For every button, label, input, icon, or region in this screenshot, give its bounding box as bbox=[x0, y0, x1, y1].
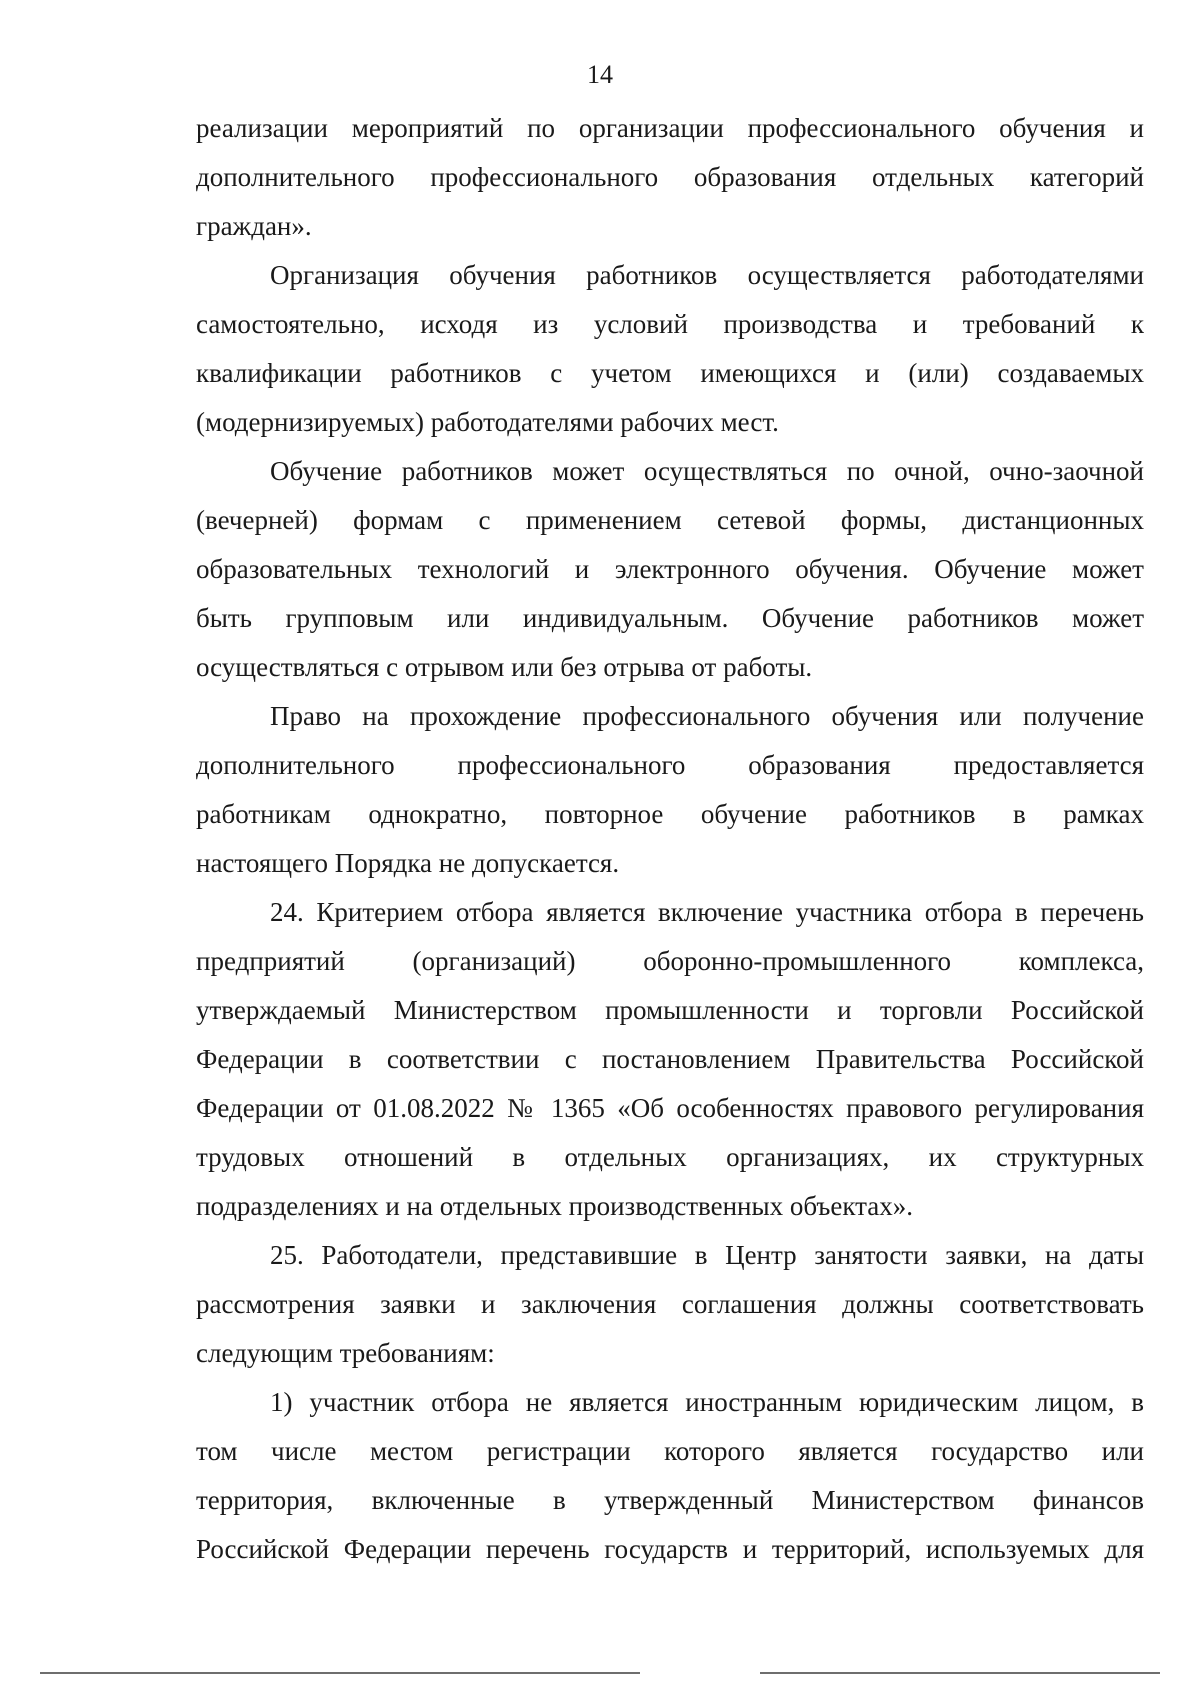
page-number: 14 bbox=[587, 60, 613, 89]
document-body bbox=[196, 104, 1144, 1574]
text-line: утверждаемый Министерством промышленности и торговли Российской bbox=[196, 995, 1144, 1025]
text-line: трудовых отношений в отдельных организациях, их структурных bbox=[196, 1142, 1144, 1172]
text-line: Обучение работников может осуществляться по очной, очно-заочной bbox=[270, 456, 1144, 486]
text-line: Российской Федерации перечень государств и территорий, используемых для bbox=[196, 1534, 1144, 1564]
text-line: подразделениях и на отдельных производственных объектах». bbox=[196, 1191, 914, 1221]
scan-edge-gap bbox=[640, 1670, 760, 1676]
paragraph-right-to-training bbox=[196, 692, 1144, 888]
text-line: предприятий (организаций) оборонно-промышленного комплекса, bbox=[196, 946, 1144, 976]
text-line: Федерации в соответствии с постановлением Правительства Российской bbox=[196, 1044, 1144, 1074]
text-line: дополнительного профессионального образования отдельных категорий bbox=[196, 162, 1144, 192]
text-line: 24. Критерием отбора является включение участника отбора в перечень bbox=[270, 897, 1144, 927]
scan-edge-line bbox=[40, 1672, 1160, 1674]
paragraph-item-24 bbox=[196, 888, 1144, 1231]
text-line: (модернизируемых) работодателями рабочих мест. bbox=[196, 407, 779, 437]
text-line: Федерации от 01.08.2022 № 1365 «Об особенностях правового регулирования bbox=[196, 1093, 1144, 1123]
text-line: Организация обучения работников осуществляется работодателями bbox=[270, 260, 1144, 290]
text-line: (вечерней) формам с применением сетевой формы, дистанционных bbox=[196, 505, 1144, 535]
text-line: рассмотрения заявки и заключения соглашения должны соответствовать bbox=[196, 1289, 1144, 1319]
paragraph-item-25 bbox=[196, 1231, 1144, 1378]
text-line: 25. Работодатели, представившие в Центр занятости заявки, на даты bbox=[270, 1240, 1144, 1270]
text-line: самостоятельно, исходя из условий производства и требований к bbox=[196, 309, 1144, 339]
text-line: Право на прохождение профессионального обучения или получение bbox=[270, 701, 1144, 731]
text-line: граждан». bbox=[196, 211, 312, 241]
text-line: том числе местом регистрации которого является государство или bbox=[196, 1436, 1144, 1466]
text-line: квалификации работников с учетом имеющихся и (или) создаваемых bbox=[196, 358, 1144, 388]
text-line: реализации мероприятий по организации профессионального обучения и bbox=[196, 113, 1144, 143]
text-line: 1) участник отбора не является иностранным юридическим лицом, в bbox=[270, 1387, 1144, 1417]
paragraph-subitem-1 bbox=[196, 1378, 1144, 1574]
text-line: быть групповым или индивидуальным. Обучение работников может bbox=[196, 603, 1144, 633]
text-line: дополнительного профессионального образования предоставляется bbox=[196, 750, 1144, 780]
text-line: территория, включенные в утвержденный Министерством финансов bbox=[196, 1485, 1144, 1515]
paragraph-organization-of-training bbox=[196, 251, 1144, 447]
text-line: осуществляться с отрывом или без отрыва от работы. bbox=[196, 652, 813, 682]
text-line: настоящего Порядка не допускается. bbox=[196, 848, 620, 878]
paragraph-continuation bbox=[196, 104, 1144, 251]
text-line: следующим требованиям: bbox=[196, 1338, 495, 1368]
text-line: работникам однократно, повторное обучение работников в рамках bbox=[196, 799, 1144, 829]
text-line: образовательных технологий и электронного обучения. Обучение может bbox=[196, 554, 1144, 584]
paragraph-training-forms bbox=[196, 447, 1144, 692]
